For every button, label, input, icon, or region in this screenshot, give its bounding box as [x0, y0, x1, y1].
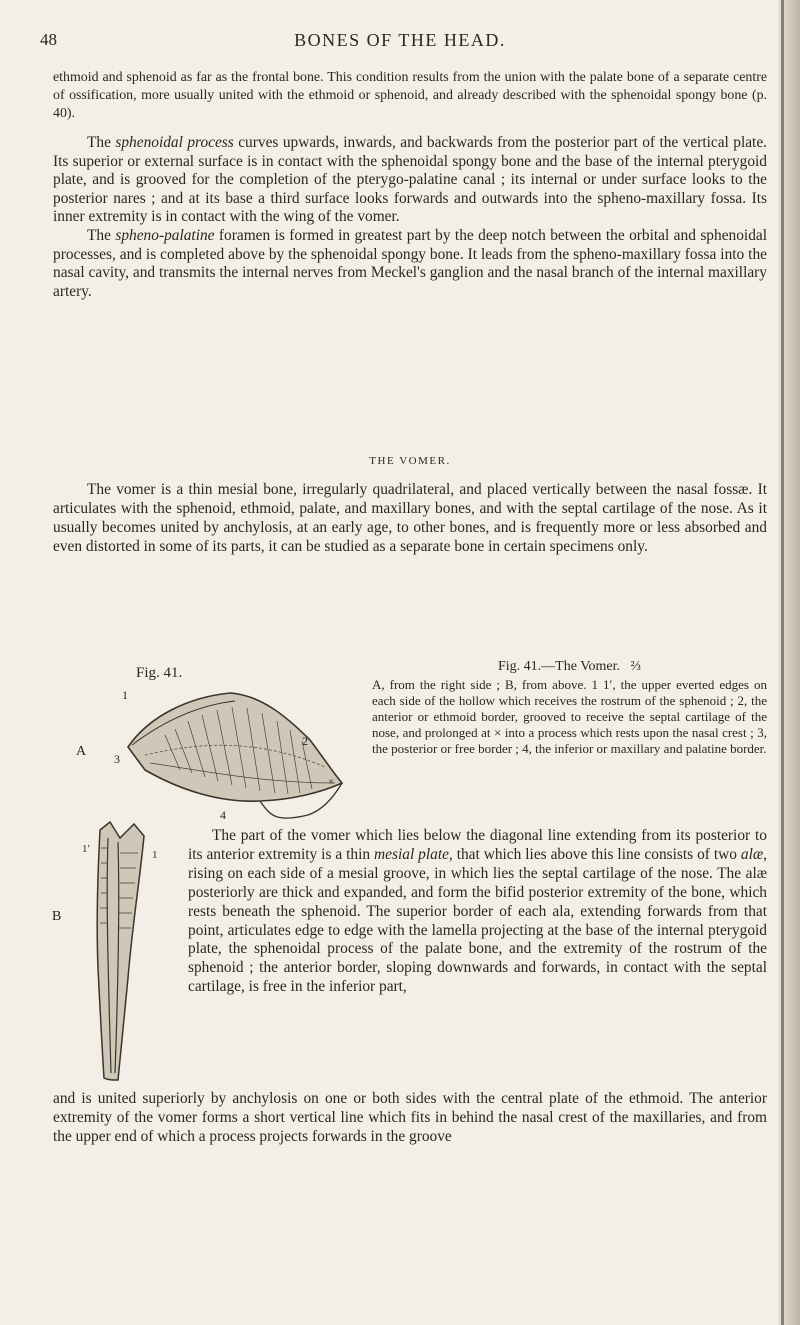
caption-scale: ⅔ — [630, 659, 641, 674]
the-word-2: The — [87, 226, 116, 244]
vomer-intro-paragraph: The vomer is a thin mesial bone, irregularly quadrilateral, and placed vertically between the nasal fossæ. It articulates with the sphenoid, ethmoid, palate, and maxillary bones, and with the septal cartilage of the nose. As it usually becomes united by anchylosis, at an early age, to other bones, and is frequently more or less absorbed and even distorted in some of its parts, it can be studied as a separate bone in certain specimens only. — [53, 481, 767, 555]
mark-1-prime: 1′ — [82, 843, 90, 855]
mesial-plate-paragraph — [188, 827, 767, 997]
caption-title: Fig. 41.—The Vomer. — [498, 659, 620, 674]
mark-x: × — [328, 776, 335, 788]
caption-text: A, from the right side ; B, from above. 1 1′, the upper everted edges on each side of the hollow which receives the rostrum of the sphenoid ; 2, the anterior or ethmoid border, grooved to receive the septal cartilage of the nose, and prolonged at × into a process which rests upon the nasal crest ; 3, the posterior or free border ; 4, the inferior or maxillary and palatine border. — [372, 677, 767, 756]
the-word: The — [87, 134, 116, 151]
bottom-block — [53, 1089, 767, 1146]
mark-2: 2 — [302, 734, 308, 748]
spheno-palatine-text: foramen is formed in greatest part by the deep notch between the orbital and sphenoidal processes, and is completed above by the sphenoidal spongy bone. It leads from the spheno-maxillary fossa into the nasal cavity, and transmits the internal nerves from Meckel's ganglion and the nasal branch of the internal maxillary artery. — [53, 226, 767, 300]
caption-title-line — [372, 659, 767, 675]
plate-text-1: The part of the vomer which lies below the diagonal line extending from its posterior to its anterior extremity is a thin — [188, 827, 767, 863]
vomer-intro-block — [53, 480, 767, 556]
figure-label: Fig. 41. — [136, 665, 183, 681]
section-heading: THE VOMER. — [369, 455, 451, 467]
plate-text-2: , that which lies above this line consists of two — [448, 845, 741, 863]
view-label-a: A — [76, 744, 87, 759]
mark-1: 1 — [122, 688, 128, 702]
sphenoidal-process-paragraph — [53, 134, 767, 227]
running-title: BONES OF THE HEAD. — [294, 30, 506, 50]
spheno-palatine-paragraph — [53, 227, 767, 301]
sphenoidal-process-block — [53, 134, 767, 301]
binding-line — [781, 0, 784, 1325]
vomer-top-view-illustration — [48, 818, 173, 1088]
sphenoidal-process-term: sphenoidal process — [115, 134, 234, 151]
mesial-plate-term: mesial plate — [374, 845, 449, 863]
plate-text-3: , rising on each side of a mesial groove, in which lies the septal cartilage of the nose. The alæ posteriorly are thick and expanded, and form the bifid posterior extremity of the bone, which rests beneath the sphenoid. The superior border of each ala, extending forwards from that point, articulates edge to edge with the lamella projecting at the base of the internal pterygoid plate, the sphenoidal process of the palate bone, and the extremity of the rostrum of the sphenoid ; the anterior border, sloping downwards and forwards, in contact with the septal cartilage, is free in the inferior part, — [188, 845, 767, 996]
mark-3: 3 — [114, 752, 120, 766]
view-label-b: B — [52, 909, 62, 924]
top-paragraph-block — [53, 69, 767, 122]
bottom-paragraph: and is united superiorly by anchylosis on one or both sides with the central plate of the ethmoid. The anterior extremity of the vomer forms a short vertical line which fits in behind the nasal crest of the maxillaries, and from the upper end of which a process projects forwards in the groove — [53, 1090, 767, 1145]
alae-term: alæ — [740, 845, 764, 863]
mesial-plate-block — [188, 827, 767, 997]
page-header — [40, 30, 760, 58]
mark-1-b: 1 — [152, 849, 158, 861]
page-number: 48 — [40, 30, 57, 49]
figure-caption — [372, 659, 767, 757]
sphenoidal-process-text: curves upwards, inwards, and backwards from the posterior part of the vertical plate. Its superior or external surface is in contact with the sphenoidal spongy bone and the base of the internal pterygoid plate, and is grooved for the completion of the pterygo-palatine canal ; its internal or under surface looks to the posterior nares ; and at its base a third surface looks forwards and outwards into the spheno-maxillary fossa. Its inner extremity is in contact with the wing of the vomer. — [53, 134, 768, 226]
top-paragraph: ethmoid and sphenoid as far as the frontal bone. This condition results from the union with the palate bone of a separate centre of ossification, more usually united with the ethmoid or sphenoid, and already described with the sphenoidal spongy bone (p. 40). — [53, 70, 767, 121]
vomer-side-view-illustration — [70, 675, 370, 825]
spheno-palatine-term: spheno-palatine — [115, 226, 215, 244]
mark-4: 4 — [220, 808, 226, 822]
